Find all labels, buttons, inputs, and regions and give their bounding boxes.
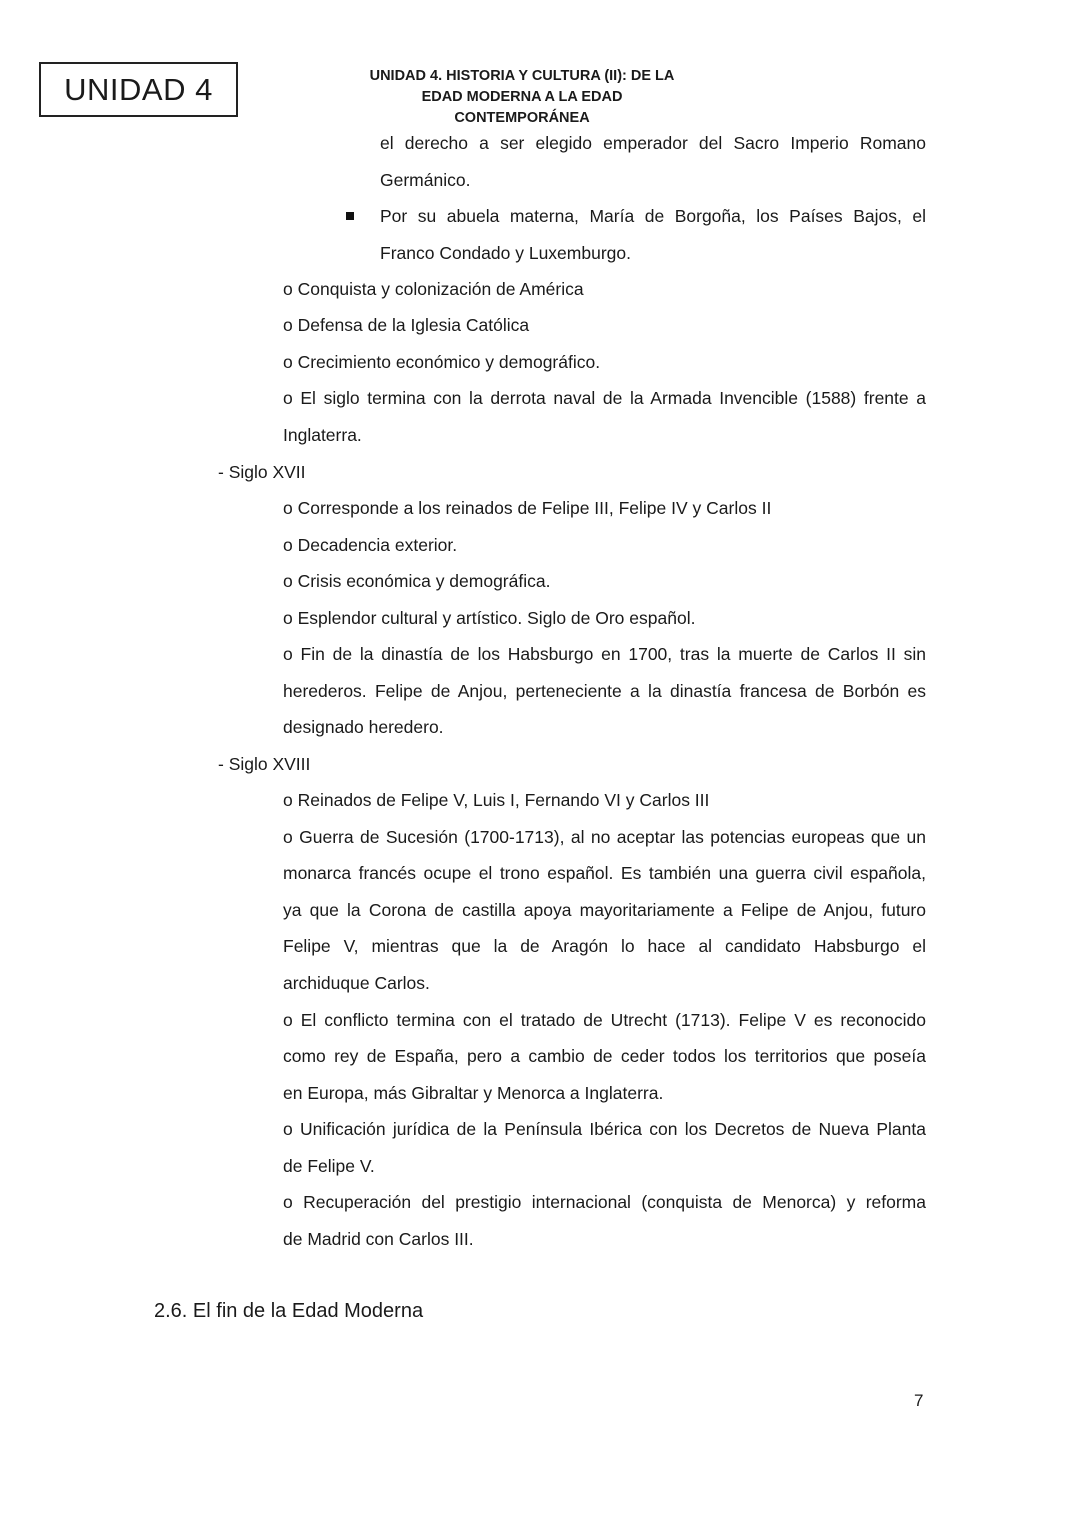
list-item: o Esplendor cultural y artístico. Siglo de Oro español. [283, 608, 696, 628]
body-line: herederos. Felipe de Anjou, perteneciente a la dinastía francesa de Borbón es [283, 681, 926, 701]
list-item: o Decadencia exterior. [283, 535, 458, 555]
list-item: o Recuperación del prestigio internacional (conquista de Menorca) y reforma [283, 1192, 926, 1212]
header-title-line: CONTEMPORÁNEA [454, 110, 590, 126]
page-number: 7 [914, 1391, 924, 1410]
century-heading: - Siglo XVIII [218, 754, 311, 774]
body-line: monarca francés ocupe el trono español. Es también una guerra civil española, [283, 863, 926, 883]
body-line: designado heredero. [283, 717, 444, 737]
list-item: o El conflicto termina con el tratado de Utrecht (1713). Felipe V es reconocido [283, 1010, 926, 1030]
century-heading: - Siglo XVII [218, 462, 306, 482]
list-item: o Defensa de la Iglesia Católica [283, 315, 530, 335]
body-line: de Felipe V. [283, 1156, 375, 1176]
square-bullet-icon [346, 212, 354, 220]
section-title: 2.6. El fin de la Edad Moderna [154, 1300, 424, 1322]
list-item: o Fin de la dinastía de los Habsburgo en 1700, tras la muerte de Carlos II sin [283, 644, 926, 664]
body-line: Inglaterra. [283, 425, 362, 445]
list-item: o Corresponde a los reinados de Felipe III, Felipe IV y Carlos II [283, 498, 772, 518]
list-item: o El siglo termina con la derrota naval de la Armada Invencible (1588) frente a [283, 388, 926, 408]
list-item: o Crecimiento económico y demográfico. [283, 352, 601, 372]
body-line: el derecho a ser elegido emperador del Sacro Imperio Romano [380, 133, 926, 153]
list-item: o Crisis económica y demográfica. [283, 571, 551, 591]
body-line: como rey de España, pero a cambio de ceder todos los territorios que poseía [283, 1046, 926, 1066]
list-item: o Unificación jurídica de la Península Ibérica con los Decretos de Nueva Planta [283, 1119, 926, 1139]
unit-label: UNIDAD 4 [64, 71, 213, 107]
body-line: Germánico. [380, 170, 471, 190]
list-item: o Guerra de Sucesión (1700-1713), al no aceptar las potencias europeas que un [283, 827, 926, 847]
header-title-line: EDAD MODERNA A LA EDAD [421, 89, 623, 105]
body-line: Felipe V, mientras que la de Aragón lo hace al candidato Habsburgo el [283, 936, 926, 956]
list-item: o Conquista y colonización de América [283, 279, 584, 299]
list-item: o Reinados de Felipe V, Luis I, Fernando VI y Carlos III [283, 790, 710, 810]
body-line: de Madrid con Carlos III. [283, 1229, 474, 1249]
body-line: ya que la Corona de castilla apoya mayoritariamente a Felipe de Anjou, futuro [283, 900, 926, 920]
header-title [352, 66, 692, 129]
body-line: archiduque Carlos. [283, 973, 430, 993]
unit-label-box [39, 62, 238, 117]
body-line: Franco Condado y Luxemburgo. [380, 243, 631, 263]
body-line: Por su abuela materna, María de Borgoña, los Países Bajos, el [380, 206, 926, 226]
header-title-line: UNIDAD 4. HISTORIA Y CULTURA (II): DE LA [369, 68, 675, 84]
body-line: en Europa, más Gibraltar y Menorca a Inglaterra. [283, 1083, 664, 1103]
